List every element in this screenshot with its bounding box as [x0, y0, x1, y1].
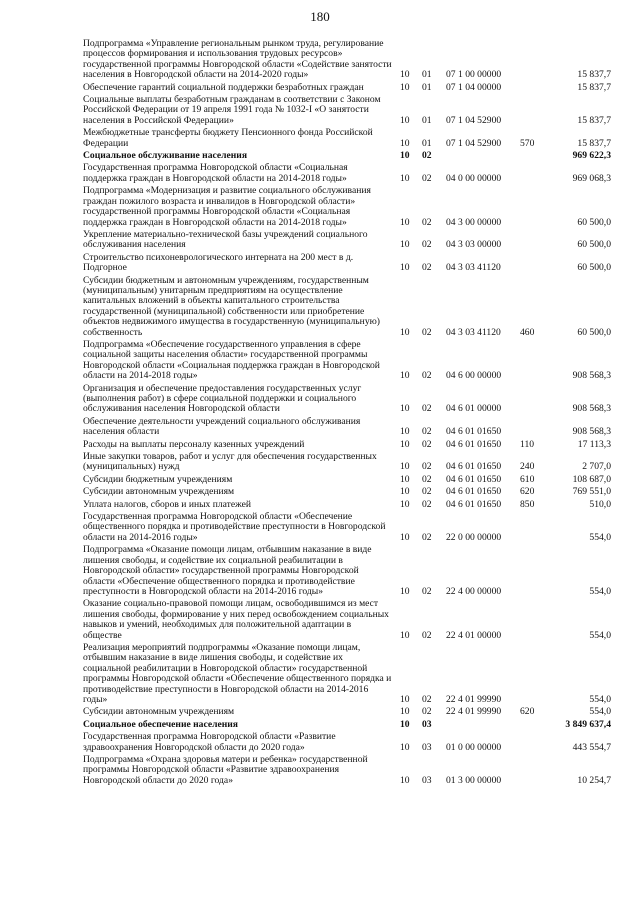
row-target-code: 04 6 01 01650	[446, 473, 502, 485]
row-name: Подпрограмма «Модернизация и развитие социального обслуживания граждан пожилого возраста и инвалидов в Новгородской области» государственной программы Новгородской области «Социальная поддержка граждан в Новгородской области на 2014-2018 годы»	[83, 185, 371, 228]
row-subsection: 02	[422, 172, 432, 184]
table-row	[83, 163, 611, 186]
row-expense-type	[520, 384, 552, 417]
row-subsection: 02	[422, 216, 432, 228]
row-section: 10	[400, 403, 410, 415]
row-name: Организация и обеспечение предоставления государственных услуг (выполнения работ) в сфере социальной поддержки и социального обслуживания населения Новгородской области	[83, 382, 362, 415]
row-amount: 10 254,7	[577, 774, 611, 786]
row-expense-type	[520, 643, 552, 707]
table-row	[83, 276, 611, 340]
row-subsection: 01	[422, 81, 432, 93]
row-amount: 969 622,3	[572, 150, 611, 162]
row-section: 10	[400, 498, 410, 510]
row-target-code	[446, 151, 520, 163]
table-row	[83, 755, 611, 788]
row-name: Расходы на выплаты персоналу казенных учреждений	[83, 438, 305, 450]
row-expense-type	[520, 720, 552, 732]
row-target-code: 22 4 00 00000	[446, 585, 502, 597]
row-target-code: 07 1 00 00000	[446, 69, 502, 81]
row-expense-type: 850	[520, 498, 535, 510]
row-target-code: 04 3 03 41120	[446, 262, 501, 274]
row-target-code: 04 6 01 01650	[446, 498, 502, 510]
row-section: 10	[400, 774, 410, 786]
row-name: Подпрограмма «Управление региональным рынком труда, регулирование процессов формирования и использования трудовых ресурсов» государственной программы Новгородской области «Содействие занятости населения в Новгородской области на 2014-2020 годы»	[83, 38, 392, 81]
row-name: Государственная программа Новгородской области «Социальная поддержка граждан в Новгородской области на 2014-2018 годы»	[83, 162, 348, 184]
row-subsection: 02	[422, 486, 432, 498]
row-section: 10	[400, 426, 410, 438]
row-target-code: 04 6 01 01650	[446, 438, 502, 450]
row-subsection: 02	[422, 706, 432, 718]
row-expense-type: 620	[520, 486, 535, 498]
table-row	[83, 599, 611, 643]
row-section: 10	[400, 326, 410, 338]
row-section: 10	[400, 150, 410, 162]
row-subsection: 02	[422, 461, 432, 473]
table-row	[83, 487, 611, 499]
row-amount: 908 568,3	[572, 370, 611, 382]
row-amount: 60 500,0	[577, 326, 611, 338]
row-name: Реализация мероприятий подпрограммы «Оказание помощи лицам, отбывшим наказание в виде лишения свободы, и содействие их социальной реабилитации в Новгородской области» государственной программы Новгородской области «Обеспечение общественного порядка и противодействие преступности в Новгородской области на 2014-2016 годы»	[83, 641, 392, 705]
row-target-code	[446, 720, 520, 732]
row-subsection: 02	[422, 693, 432, 705]
table-row	[83, 186, 611, 230]
row-amount: 108 687,0	[572, 473, 611, 485]
table-row	[83, 417, 611, 440]
row-section: 10	[400, 693, 410, 705]
table-row	[83, 253, 611, 276]
row-name: Межбюджетные трансферты бюджету Пенсионного фонда Российской Федерации	[83, 127, 373, 149]
row-subsection: 02	[422, 585, 432, 597]
row-subsection: 02	[422, 629, 432, 641]
row-name: Подпрограмма «Обеспечение государственного управления в сфере социальной защиты населения области» государственной программы Новгородской области «Социальная поддержка граждан в Новгородской области на 2014-2018 годы»	[83, 338, 380, 382]
row-expense-type	[520, 512, 552, 545]
table-row	[83, 95, 611, 128]
row-section: 10	[400, 438, 410, 450]
row-target-code: 04 3 03 00000	[446, 239, 502, 251]
row-expense-type	[520, 230, 552, 253]
row-name: Подпрограмма «Оказание помощи лицам, отбывшим наказание в виде лишения свободы, и содействие их социальной реабилитации в Новгородской области» государственной программы Новгородской области «Обеспечение общественного порядка и противодействие преступности в Новгородской области на 2014-2016 годы»	[83, 544, 372, 597]
row-section: 10	[400, 585, 410, 597]
row-amount: 908 568,3	[572, 426, 611, 438]
row-subsection: 02	[422, 150, 432, 162]
budget-table	[83, 39, 611, 788]
row-amount: 769 551,0	[572, 486, 611, 498]
row-expense-type	[520, 340, 552, 384]
row-target-code: 01 0 00 00000	[446, 741, 502, 753]
row-amount: 554,0	[589, 629, 611, 641]
row-expense-type	[520, 163, 552, 186]
table-row	[83, 545, 611, 599]
row-expense-type: 110	[520, 438, 535, 450]
row-subsection: 01	[422, 114, 432, 126]
row-target-code: 04 6 01 00000	[446, 403, 502, 415]
row-section: 10	[400, 137, 410, 149]
row-name: Уплата налогов, сборов и иных платежей	[83, 498, 252, 510]
row-name: Иные закупки товаров, работ и услуг для обеспечения государственных (муниципальных) нужд	[83, 451, 377, 473]
row-subsection: 02	[422, 473, 432, 485]
row-amount: 15 837,7	[577, 69, 611, 81]
row-name: Социальные выплаты безработным гражданам в соответствии с Законом Российской Федерации от 19 апреля 1991 года № 1032-I «О занятости населения в Российской Федерации»	[83, 94, 381, 126]
row-target-code: 22 4 01 99990	[446, 706, 502, 718]
row-name: Оказание социально-правовой помощи лицам, освободившимся из мест лишения свободы, формирование у них перед освобождением социальных навыков и умений, необходимых для положительной адаптации в обществе	[83, 598, 389, 641]
row-subsection: 02	[422, 370, 432, 382]
row-expense-type	[520, 186, 552, 230]
row-amount: 2 707,0	[582, 461, 611, 473]
row-name: Субсидии автономным учреждениям	[83, 486, 235, 498]
row-section: 10	[400, 718, 410, 730]
row-amount: 17 113,3	[577, 438, 611, 450]
row-section: 10	[400, 741, 410, 753]
row-target-code: 07 1 04 52900	[446, 137, 502, 149]
row-section: 10	[400, 239, 410, 251]
page-number: 180	[310, 9, 330, 24]
row-subsection: 03	[422, 718, 432, 730]
table-row	[83, 707, 611, 719]
row-amount: 554,0	[589, 693, 611, 705]
row-amount: 554,0	[589, 531, 611, 543]
row-expense-type	[520, 545, 552, 599]
row-target-code: 04 3 03 41120	[446, 326, 501, 338]
row-section: 10	[400, 706, 410, 718]
row-target-code: 04 6 01 01650	[446, 426, 502, 438]
row-amount: 15 837,7	[577, 81, 611, 93]
row-amount: 60 500,0	[577, 216, 611, 228]
row-name: Подпрограмма «Охрана здоровья матери и ребенка» государственной программы Новгородской области «Развитие здравоохранения Новгородской области до 2020 года»	[83, 754, 368, 786]
table-row	[83, 128, 611, 151]
row-subsection: 02	[422, 326, 432, 338]
row-subsection: 02	[422, 498, 432, 510]
row-target-code: 01 3 00 00000	[446, 774, 502, 786]
row-target-code: 22 4 01 00000	[446, 629, 502, 641]
row-expense-type	[520, 253, 552, 276]
row-amount: 15 837,7	[577, 137, 611, 149]
row-name: Субсидии автономным учреждениям	[83, 706, 235, 718]
row-expense-type	[520, 83, 552, 95]
table-body	[83, 39, 611, 788]
row-section: 10	[400, 629, 410, 641]
row-name: Укрепление материально-технической базы учреждений социального обслуживания населения	[83, 228, 368, 251]
row-amount: 554,0	[589, 706, 611, 718]
row-amount: 908 568,3	[572, 403, 611, 415]
row-name: Субсидии бюджетным учреждениям	[83, 473, 233, 485]
row-name: Государственная программа Новгородской области «Развитие здравоохранения Новгородской области до 2020 года»	[83, 731, 336, 753]
table-row	[83, 230, 611, 253]
row-section: 10	[400, 262, 410, 274]
row-expense-type	[520, 151, 552, 163]
row-section: 10	[400, 473, 410, 485]
row-amount: 554,0	[589, 585, 611, 597]
row-subsection: 03	[422, 741, 432, 753]
row-subsection: 02	[422, 239, 432, 251]
row-expense-type	[520, 39, 552, 83]
table-row	[83, 732, 611, 755]
row-amount: 969 068,3	[572, 172, 611, 184]
row-target-code: 07 1 04 52900	[446, 114, 502, 126]
row-target-code: 07 1 04 00000	[446, 81, 502, 93]
row-amount: 15 837,7	[577, 114, 611, 126]
row-subsection: 02	[422, 403, 432, 415]
row-expense-type: 460	[520, 326, 535, 338]
row-target-code: 04 6 01 01650	[446, 461, 502, 473]
row-name: Обеспечение гарантий социальной поддержки безработных граждан	[83, 81, 364, 93]
row-section: 10	[400, 172, 410, 184]
row-name: Государственная программа Новгородской области «Обеспечение общественного порядка и противодействие преступности в Новгородской области на 2014-2016 годы»	[83, 511, 386, 543]
row-subsection: 02	[422, 426, 432, 438]
row-amount: 3 849 637,4	[565, 718, 611, 730]
row-amount: 60 500,0	[577, 239, 611, 251]
row-subsection: 02	[422, 262, 432, 274]
row-name: Социальное обслуживание населения	[83, 150, 248, 162]
row-expense-type	[520, 599, 552, 643]
table-row	[83, 39, 611, 83]
row-expense-type	[520, 417, 552, 440]
row-subsection: 01	[422, 137, 432, 149]
row-expense-type	[520, 755, 552, 788]
row-name: Субсидии бюджетным и автономным учреждениям, государственным (муниципальным) унитарным предприятиям на осуществление капитальных вложений в объекты капитального строительства государственной (муниципальной) собственности или приобретение объектов недвижимого имущества в государственную (муниципальную) собственность	[83, 274, 380, 338]
row-subsection: 02	[422, 438, 432, 450]
row-target-code: 04 6 01 01650	[446, 486, 502, 498]
row-expense-type: 240	[520, 461, 535, 473]
row-target-code: 22 0 00 00000	[446, 531, 502, 543]
row-section: 10	[400, 486, 410, 498]
row-expense-type	[520, 95, 552, 128]
row-name: Социальное обеспечение населения	[83, 718, 238, 730]
row-section: 10	[400, 69, 410, 81]
row-amount: 510,0	[589, 498, 611, 510]
row-name: Обеспечение деятельности учреждений социального обслуживания населения области	[83, 415, 361, 438]
row-expense-type: 620	[520, 706, 535, 718]
table-row	[83, 452, 611, 475]
row-section: 10	[400, 370, 410, 382]
table-row	[83, 512, 611, 545]
row-expense-type: 610	[520, 473, 535, 485]
row-section: 10	[400, 461, 410, 473]
row-subsection: 01	[422, 69, 432, 81]
row-section: 10	[400, 81, 410, 93]
row-target-code: 22 4 01 99990	[446, 693, 502, 705]
table-row	[83, 643, 611, 707]
row-target-code: 04 6 00 00000	[446, 370, 502, 382]
row-name: Строительство психоневрологического интерната на 200 мест в д. Подгорное	[83, 251, 354, 274]
row-subsection: 02	[422, 531, 432, 543]
row-section: 10	[400, 216, 410, 228]
row-subsection: 03	[422, 774, 432, 786]
row-section: 10	[400, 531, 410, 543]
table-row	[83, 384, 611, 417]
row-section: 10	[400, 114, 410, 126]
row-target-code: 04 3 00 00000	[446, 216, 502, 228]
row-target-code: 04 0 00 00000	[446, 172, 502, 184]
row-expense-type	[520, 732, 552, 755]
table-row	[83, 340, 611, 384]
row-expense-type: 570	[520, 137, 535, 149]
row-amount: 60 500,0	[577, 262, 611, 274]
row-amount: 443 554,7	[572, 741, 611, 753]
